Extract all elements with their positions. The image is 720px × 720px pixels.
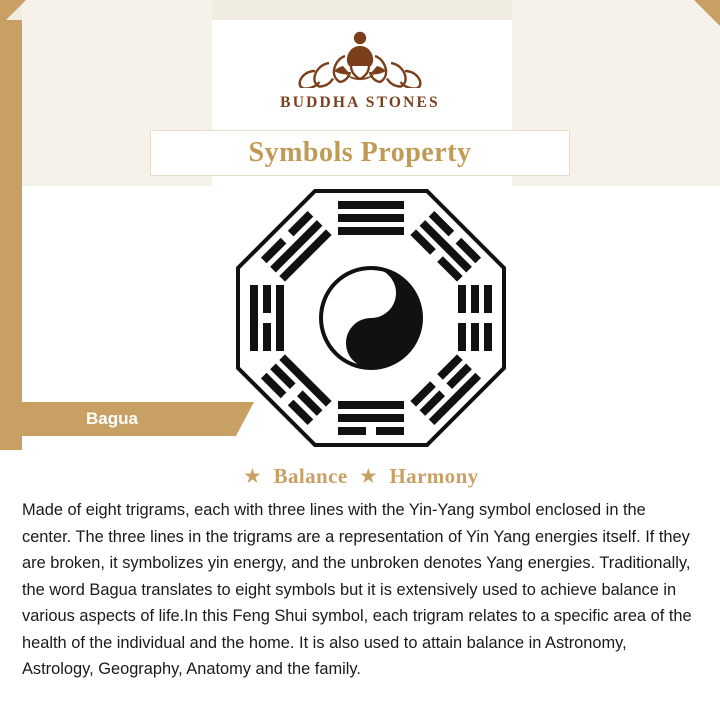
bagua-octagon-yin-yang-icon (236, 189, 506, 447)
keyword-harmony: Harmony (389, 464, 479, 488)
symbol-name-label: Bagua (86, 409, 138, 428)
star-icon-left: ★ (244, 466, 261, 486)
brand-name: BUDDHA STONES (280, 94, 440, 111)
page-title-text: Symbols Property (248, 137, 472, 168)
star-icon-right: ★ (360, 466, 377, 486)
ribbon-tail-decoration (236, 402, 254, 436)
page-title (150, 130, 570, 176)
keyword-balance: Balance (273, 464, 348, 488)
description-block (0, 450, 720, 720)
description-text: Made of eight trigrams, each with three lines with the Yin-Yang symbol enclosed in the center. The three lines in the trigrams are a representation of Yin Yang energies itself. If they are broken, it symbolizes yin energy, and the unbroken denotes Yang energies. Traditionally, the word Bagua translates to eight symbols but it is extensively used to achieve balance in various aspects of life.In this Feng Shui symbol, each trigram relates to a specific area of the health of the individual and the home. It is also used to attain balance in Astronomy, Astrology, Geography, Anatomy and the family. (22, 501, 692, 678)
lotus-meditation-icon (285, 26, 435, 88)
corner-accent-top-right (694, 0, 720, 26)
keyword-row (22, 464, 698, 489)
brand-logo (0, 26, 720, 112)
symbol-name-ribbon (0, 402, 236, 436)
